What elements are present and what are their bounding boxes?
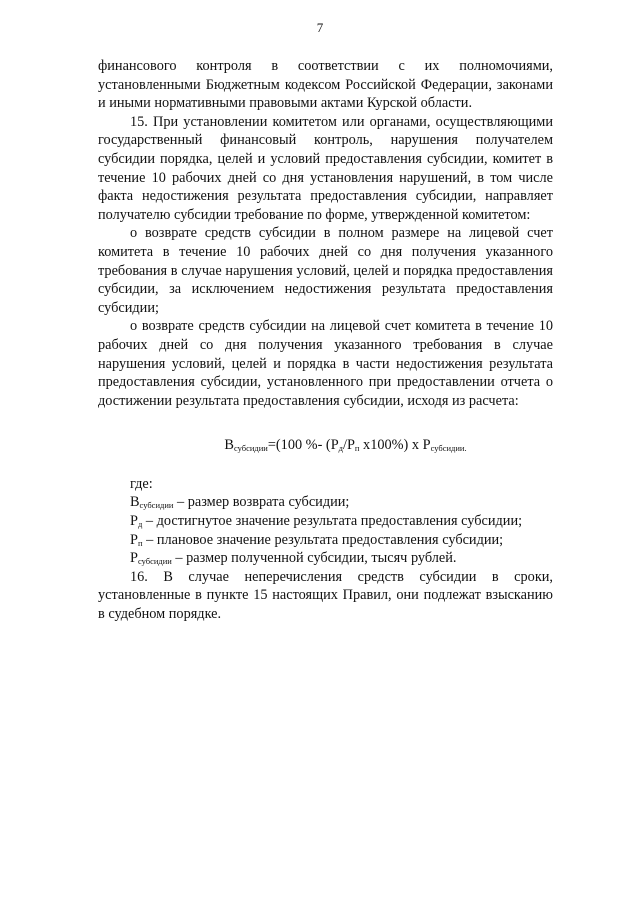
formula-lhs-sub: субсидии [233,443,268,454]
formula-lhs: В [224,437,234,454]
definition-text: – плановое значение результата предоставления субсидии; [142,531,504,548]
definition-subscript: субсидии [137,556,172,567]
formula-pp-sub: п [354,443,360,454]
return-formula [98,436,553,455]
definition-text: – размер возврата субсидии; [173,494,350,511]
paragraph-full-return: о возврате средств субсидии в полном размере на лицевой счет комитета в течение 10 рабочих дней со дня получения указанного требования в случае нарушения условий, целей и порядка предоставления субсидии, за исключением недостижения результата предоставления субсидии; [98,225,553,316]
definition-subsidy-amount [98,549,553,568]
paragraph-15: 15. При установлении комитетом или органами, осуществляющими государственный финансовый контроль, нарушения получателем субсидии порядка, целей и условий предоставления субсидии, комитет в течение 10 рабочих дней со дня установления нарушений, в том числе факта недостижения результата предоставления субсидии, направляет получателю субсидии требование по форме, утвержденной комитетом: [98,113,553,223]
definition-planned-value [98,531,553,550]
formula-tail: х100%) х Р [359,437,431,454]
formula-rs-sub: субсидии. [430,443,467,454]
definition-return-amount [98,493,553,512]
paragraph-partial-return: о возврате средств субсидии на лицевой счет комитета в течение 10 рабочих дней со дня получения указанного требования в случае нарушения условий, целей и порядка в части недостижения результата предоставления субсидии, установленного при предоставлении отчета о достижении результата предоставления субсидии, исходя из расчета: [98,318,553,409]
definition-text: – достигнутое значение результата предоставления субсидии; [142,513,523,530]
paragraph-16: 16. В случае неперечисления средств субсидии в сроки, установленные в пункте 15 настоящих Правил, они подлежат взысканию в судебном порядке. [98,568,553,623]
definition-symbol: Р [130,531,138,548]
page-number: 7 [316,20,324,35]
formula-pd-sub: д [338,443,343,454]
definition-symbol: Р [130,550,138,567]
formula-slash: /Р [342,437,355,454]
where-label: где: [130,475,153,492]
definition-symbol: Р [130,513,138,530]
definition-subscript: п [137,537,143,548]
definition-text: – размер полученной субсидии, тысяч рублей. [171,550,457,567]
definition-subscript: субсидии [139,500,174,511]
document-body [98,57,553,624]
formula-middle: =(100 %- (Р [267,437,339,454]
definition-subscript: д [137,519,143,530]
definition-achieved-value [98,512,553,531]
definition-symbol: В [130,494,140,511]
paragraph-continuation: финансового контроля в соответствии с их полномочиями, установленными Бюджетным кодексом Российской Федерации, законами и иными нормативными правовыми актами Курской области. [98,58,553,112]
